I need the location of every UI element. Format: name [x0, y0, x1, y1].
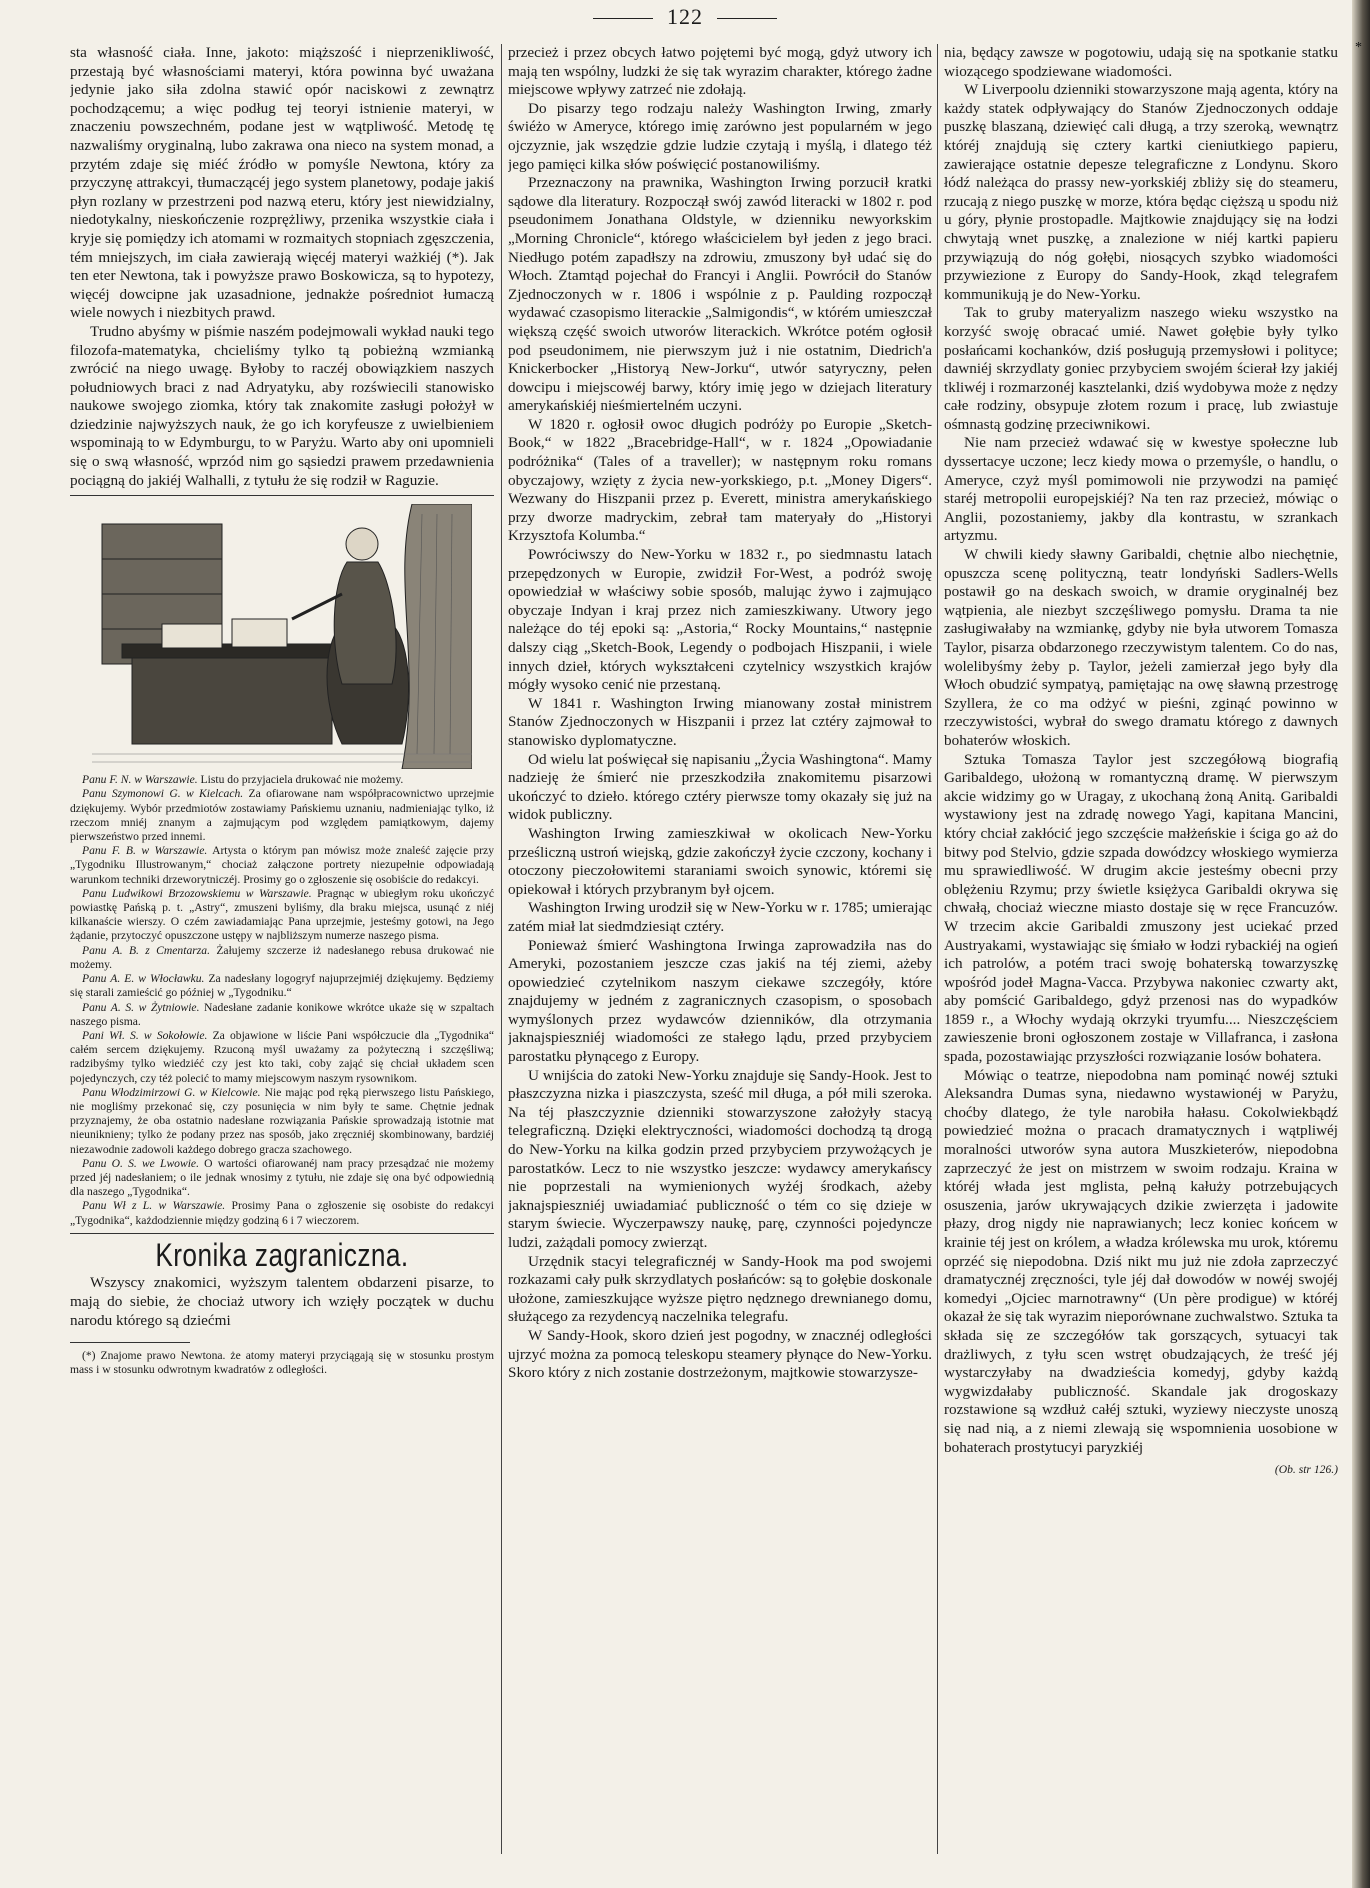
column-divider — [501, 44, 502, 1854]
article-paragraph: nia, będący zawsze w pogotowiu, udają się na spotkanie statku wiozącego spodziewane wiadomości. — [944, 44, 1338, 80]
article-paragraph: Washington Irwing zamieszkiwał w okolicach New-Yorku prześliczną ustroń wiejską, gdzie zakończył życie czczony, kochany i otoczony pieczołowitemi staraniami swoich synowic, któremi się opiekował i których przybranym był ojcem. — [508, 824, 932, 898]
article-paragraph: Powróciwszy do New-Yorku w 1832 r., po siedmnastu latach przepędzonych w Europie, zwidził For-West, a podróż swoję opowiedział w właściwy sobie sposób, malując żywo i zajmująco obyczaje Indyan i kraj przez nich zamieszkiwany. Utwory jego należące do téj epoki są: „Astoria,“ Rocky Mountains,“ następnie dalszy ciąg „Sketch-Book, Legendy o podbojach Hiszpanii, i wiele innych dzieł, których wykształceni czytelnicy wszystkich krajów mógły wysoko cenić nie przestaną. — [508, 546, 932, 694]
article-paragraph: W Liverpoolu dzienniki stowarzyszone mają agenta, który na każdy statek odpływający do Stanów Zjednoczonych oddaje puszkę blaszaną, dziewięć cali długą, a trzy szeroką, wewnątrz któréj znajdują się cztery kartki cieniutkiego papieru, zawierające ostatnie depesze telegraficzne z Londynu. Skoro łódź należąca do prassy new-yorkskiéj zbliży się do steameru, rzucają z niego puszkę w morze, która będąc cięższą u spodu niż u góry, płynie prostopadle. Majtkowie znajdujący się na łodzi chwytają wnet puszkę, a znalezione w niéj kartki papieru przywiązują do nóg gołębi, niosących szybko wiadomości przywiezione z Europy do Sandy-Hook, zkąd telegrafem kommunikują je do New-Yorku. — [944, 81, 1338, 303]
column-divider — [937, 44, 938, 1854]
header-rule-left — [593, 18, 653, 19]
correspondence-addressee: Panu Włodzimirzowi G. w Kielcowie. — [82, 1085, 261, 1099]
correspondence-text: Listu do przyjaciela drukować nie możemy. — [200, 773, 404, 787]
correspondence-item — [70, 972, 494, 1000]
continuation-reference: (Ob. str 126.) — [1274, 1463, 1338, 1477]
correspondence-item — [70, 844, 494, 887]
article-paragraph: Urzędnik stacyi telegraficznéj w Sandy-Hook ma pod swojemi rozkazami cały pułk skrzydlatych posłańców: są to gołębie doskonale ułożone, zamieszkujące wyższe piętro nędznego drewnianego domu, służącego za rezydencyą naczelnika telegrafu. — [508, 1252, 932, 1326]
article-paragraph: Nie nam przecież wdawać się w kwestye społeczne lub dyssertacye uczone; lecz kiedy mowa o przemyśle, o handlu, o Ameryce, czyż myśl pomimowoli nie przywodzi na pamięć staréj metropolii europejskiéj? Na ten raz przecież, mówiąc o Anglii, pozostaniemy, jakby dla kontrastu, w szrankach artyzmu. — [944, 434, 1338, 545]
correspondence-text: Za nadesłany logogryf najuprzejmiéj dziękujemy. Będziemy się starali zamieścić go później w „Tygodniku.“ — [70, 972, 494, 1000]
correspondence-text: Za ofiarowane nam współpracownictwo uprzejmie dziękujemy. Wybór przedmiotów zostawiamy Pańskiemu uznaniu, nadmieniając tylko, iż rzeczom mniéj znanym a zajmującym pod względem pamiątkowym, dajemy pierwszeństwo przed innemi. — [70, 787, 494, 844]
correspondence-addressee: Panu A. B. z Cmentarza. — [82, 943, 210, 957]
article-paragraph: Wszyscy znakomici, wyższym talentem obdarzeni pisarze, to mają do siebie, że chociaż utwory ich wzięły początek w duchu narodu którego są dziećmi — [70, 1274, 494, 1329]
column-1 — [70, 44, 494, 1874]
article-paragraph: Tak to gruby materyalizm naszego wieku wszystko na korzyść swoję obracać umié. Nawet gołębie były tylko posłańcami kochanków, dziś posługują przemysłowi i polityce; dawniéj skrzydlaty goniec przybyciem swojém ścierał łzy jakiéj tkliwéj i rozmarzonéj kasztelanki, dziś wydobywa może z nędzy całe rodziny, obsypuje złotem rozum i pracę, lub zwiastuje ośmnastą godzinę przeciwnikowi. — [944, 304, 1338, 433]
section-divider — [70, 495, 494, 496]
correspondence-text: Za objawione w liście Pani współczucie dla „Tygodnika“ całém sercem dziękujemy. Rzuconą myśl uważamy za pożyteczną i szczęśliwą; radzibyśmy tylko wiedziéć czy jest kto taki, coby zająć się chciał układem scen pojedynczych, czy téż polecić to mamy miejscowym naszym rysownikom. — [70, 1028, 494, 1085]
correspondence-item — [70, 773, 494, 787]
footnote-rule — [70, 1342, 190, 1343]
correspondence-item — [70, 1157, 494, 1200]
correspondence-addressee: Panu F. B. w Warszawie. — [82, 844, 208, 858]
correspondence-addressee: Panu Szymonowi G. w Kielcach. — [82, 787, 244, 801]
article-paragraph: W 1820 r. ogłosił owoc długich podróży po Europie „Sketch-Book,“ w 1822 „Bracebridge-Hall“, w r. 1824 „Opowiadanie podróżnika“ (Tales of a traveller); w następnym roku romans obyczajowy, wzięty z życia new-yorkskiego, p.t. „Money Digers“. Wezwany do Hiszpanii przez p. Everett, ministra amerykańskiego przy dworze madryckim, zebrał tam materyały do „Historyi Krzysztofa Kolumba.“ — [508, 415, 932, 545]
correspondence-text: Artysta o którym pan mówisz może znaleść zajęcie przy „Tygodniku Illustrowanym,“ chociaż załączone portrety niezupełnie odpowiadają warunkom techniki drzeworytniczéj. Prosimy go o zgłoszenie się osobiście do redakcyi. — [70, 844, 494, 886]
article-paragraph: Washington Irwing urodził się w New-Yorku w r. 1785; umierając zatém miał lat siedmdziesiąt cztéry. — [508, 899, 932, 935]
correspondence-text: O wartości ofiarowanéj nam pracy przesądzać nie możemy przed jéj nadesłaniem; o ile jednak wnosimy z tytułu, nie zdaje się ona być odpowiednią dla naszego „Tygodnika“. — [70, 1156, 494, 1199]
article-paragraph: Mówiąc o teatrze, niepodobna nam pominąć nowéj sztuki Aleksandra Dumas syna, niedawno wystawionéj w Paryżu, choćby dlatego, że tyle narobiła hałasu. Cokolwiekbądź powiedzieć można o pracach dramatycznych i wątpliwéj moralności utworów syna autora Muszkieterów, niepodobna zaprzeczyć że jest on mistrzem w swoim rodzaju. Kraina w któréj włada jest mglista, pełną kałuży potrzebujących osuszenia, jarów ukrywających dzikie zwierzęta i jadowite płazy, drog nigdy nie naprawianych; lecz koniec końcem w krainie téj jest on królem, a władza królewska mu urok, któremu oprzéć się niepodobna. Dziś nikt mu już nie zdoła zaprzeczyć dramatycznéj zręczności, tyle jéj dał dowodów w nowéj swojéj komedyi „Ojciec marnotrawny“ (Un père prodigue) w któréj okazał że się tak wyrazim nieporównane zuchwalstwo. Sztuka ta składa się ze szczegółów tak gorszących, sytuacyi tak drażliwych, z tyłu scen wstręt obudzających, że treść jéj wystarczyłaby na dwadzieścia komedyj, gdyby każdą wygwizdałaby publiczność. Skandale jak drogoskazy rozstawione są wzdłuż całéj sztuki, wyziewy nieczyste unoszą się nad nią, a z niemi zlewają się wspomnienia uosobione w bohaterach prostytucyi paryzkiéj — [944, 1066, 1338, 1456]
correspondence-item — [70, 1001, 494, 1029]
article-paragraph: W Sandy-Hook, skoro dzień jest pogodny, w znacznéj odległości ujrzyć można za pomocą teleskopu steamery płynące do New-Yorku. Skoro który z nich zostanie dostrzeżonym, majtkowie stowarzysze- — [508, 1326, 932, 1382]
page-number: 122 — [667, 4, 703, 29]
article-paragraph: Sztuka Tomasza Taylor jest szczegółową biografią Garibaldego, ułożoną w romantyczną dramę. W pierwszym akcie widzimy go w Uragay, z ukochaną żoną Anitą. Garibaldi wystawiony jest na zdradę nowego Yagi, kapitana Mancini, który chciał zakłócić jego szczęście małżeńskie i ściga go aż do bitwy pod Stelvio, gdzie szpada dowódzcy włoskiego wymierza mu sprawiedliwość. W drugim akcie jesteśmy obecni przy oblężeniu Rzymu; przy świetle księżyca Garibaldi okrywa się chwałą, chociaż wieczne miasto dostaje się w ręce Francuzów. W trzecim akcie Garibaldi zmuszony jest uciekać przed Austryakami, wystawiając się śmiało w łodzi rybackiéj na ogień ich patrolów, a potém traci swoję bohaterską towarzyszkę wpośród jodeł Magna-Vacca. Przybywa nakoniec czwarty akt, aby pomścić Garibaldego, gdyż przenosi nas do wypadków 1859 r., a Włochy wydają okrzyki tryumfu.... Nieszczęściem zawieszenie broni ogłoszonem zostaje w Villafranca, i zasłona spada, pozostawiając przyszłości rozwiązanie losów bohatera. — [944, 750, 1338, 1066]
article-paragraph: Od wielu lat poświęcał się napisaniu „Życia Washingtona“. Mamy nadzieję że śmierć nie przeszkodziła znakomitemu pisarzowi ukończyć to dzieło. którego cztéry pierwsze tomy okazały się już na widok publiczny. — [508, 750, 932, 824]
correspondence-item — [70, 787, 494, 844]
correspondence-addressee: Pani Wł. S. w Sokołowie. — [82, 1028, 208, 1042]
correspondence-item — [70, 887, 494, 944]
correspondence-addressee: Panu F. N. w Warszawie. — [82, 773, 198, 787]
article-paragraph: przecież i przez obcych łatwo pojętemi być mogą, gdyż utwory ich mają ten wspólny, ludzki że się tak wyrazim charakter, którego żadne miejscowe wpływy zatrzeć nie zdołają. — [508, 44, 932, 99]
article-paragraph: Ponieważ śmierć Washingtona Irwinga zaprowadziła nas do Ameryki, pozostaniem jeszcze czas jakiś na téj ziemi, ażeby opowiedzieć czytelnikom naszym ciekawe szczegóły, które znajdujemy w jedném z zagranicznych czasopism, o sposobach wymyślonych przez wydawców dzienników, dla otrzymania jaknajspieszniéj wiadomości ze stałego lądu, przed przybyciem parostatku płynącego z Europy. — [508, 936, 932, 1066]
correspondence-addressee: Panu Ludwikowi Brzozowskiemu w Warszawie. — [82, 886, 312, 900]
correspondence-text: Nie mając pod ręką pierwszego listu Pańskiego, nie mogliśmy przekonać się, czy posunięcia w nim były te same. Chętnie jednak przyznajemy, że oba ostatnio nadesłane rozwiązania Pańskie sprowadzają istotnie mat nieuniknieny; tylko że podany przez nas sposób, jako zręczniéj skombinowany, bardziéj niezawodnie zadowoli każdego dobrego gracza szachowego. — [70, 1085, 494, 1156]
section-divider — [70, 1233, 494, 1234]
correspondence-addressee: Panu A. E. w Włocławku. — [82, 972, 205, 986]
column-2 — [508, 44, 932, 1874]
article-paragraph: Przeznaczony na prawnika, Washington Irwing porzucił kratki sądowe dla literatury. Rozpoczął swój zawód literacki w 1802 r. pod pseudonimem Jonathana Oldstyle, w dzienniku newyorkskim „Morning Chronicle“, którego właścicielem był jeden z jego braci. Niedługo potém zapadłszy na zdrowiu, zmuszony był udać się do Włoch. Ztamtąd pojechał do Francyi i Anglii. Powrócił do Stanów Zjednoczonych w r. 1806 i wspólnie z p. Paulding rozpoczął wydawać czasopismo literackie „Salmigondis“, w którém umieszczał większą część swoich utworów literackich. Wkrótce potém ogłosił pod pseudonimem, nie pierwszym już i nie ostatnim, Diedrich'a Knickerbocker „Historyą New-Jorku“, utwór satyryczny, pełen dowcipu i miejscowéj barwy, który imię jego w dziejach literatury amerykańskiéj nieśmiertelném uczyni. — [508, 174, 932, 415]
article-paragraph: W chwili kiedy sławny Garibaldi, chętnie albo niechętnie, opuszcza scenę polityczną, teatr londyński Sadlers-Wells postawił go na deskach swoich, w dramie oryginalnéj bez wątpienia, ale niezbyt szczęśliwego pomysłu. Drama ta nie zasługiwałaby na wzmiankę, gdyby nie była utworem Tomasza Taylor, pisarza obdarzonego rzeczywistym talentem. Co do nas, wolelibyśmy żeby p. Taylor, jeżeli zamierzał jego były dla Włoch obudzić sympatyą, pamiętając na owę sławną przestrogę Szyllera, że co ma odżyć w pieśni, zginąć powinno w rzeczywistości, wybrał do swego dramatu którego z dawnych bohaterów włoskich. — [944, 546, 1338, 749]
article-paragraph: sta własność ciała. Inne, jakoto: miąższość i nieprzenikliwość, przestają być własnościami materyi, która powinna być uważana jedynie jako siła zdolna stawić opór naciskowi z zewnątrz pochodzącemu; a więc podług tej teoryi istnienie materyi, w znaczeniu powszechném, podane jest w wątpliwość. Metodę tę nazwaliśmy oryginalną, lubo zakrawa ona nieco na system monad, a przytém zdaje się miéć źródło w pomyśle Newtona, który za przyczynę attrakcyi, tłumaczącéj jego system planetowy, podaje jakiś płyn rozlany w przestrzeni pod nazwą eteru, który jest niewidzialny, niedotykalny, nieskończenie rozprężliwy, przenika wszystkie ciała i kryje się pomiędzy ich atomami w rozmaitych stopniach zgęszczenia, tém mniejszych, im ciała zawierają więcéj materyi ważkiéj (*). Jak ten eter Newtona, tak i powyższe prawo Boskowicza, są to hypotezy, więcéj dowcipne jak uzasadnione, jednakże pośredniot łumaczą wiele nowych i niezbitych prawd. — [70, 44, 494, 322]
page-header — [0, 4, 1370, 30]
correspondence-text: Nadesłane zadanie konikowe wkrótce ukaże się w szpaltach naszego pisma. — [70, 1000, 494, 1028]
article-paragraph: U wnijścia do zatoki New-Yorku znajduje się Sandy-Hook. Jest to płaszczyzna nizka i piaszczysta, sześć mil długa, a pół mili szeroka. Na téj płaszczyznie dzienniki stowarzyszone założyły stacyą telegraficzną. Dzięki elektryczności, wiadomości dochodzą tą drogą do New-Yorku na kilka godzin przed przybyciem przywożących je parostatków. Lecz to nie wszystko jeszcze: wydawcy amerykańscy nie poprzestali na wymienionych wyżéj środkach, ażeby jaknajspieszniéj uwiadamiać publiczność o tém co się dzieje w starym świecie. Wyczerpawszy naukę, parę, czynności pojedyncze ludzi, zażądali pomocy zwierząt. — [508, 1066, 932, 1251]
correspondence-addressee: Panu Wł z L. w Warszawie. — [82, 1199, 226, 1213]
correspondence-text: Prosimy Pana o zgłoszenie się osobiste do redakcyi „Tygodnika“, każdodziennie między godziną 6 i 7 wieczorem. — [70, 1199, 494, 1227]
correspondence-item — [70, 1199, 494, 1227]
article-paragraph: W 1841 r. Washington Irwing mianowany został ministrem Stanów Zjednoczonych w Hiszpanii i przez lat cztéry zajmował to stanowisko dyplomatyczne. — [508, 694, 932, 749]
correspondence-text: Pragnąc w ubiegłym roku ukończyć powiastkę Pańską p. t. „Astry“, zmuszeni byliśmy, dla braku miejsca, usunąć z niéj kilkanaście wierszy. O czém zawiadamiając Pana uprzejmie, jesteśmy gotowi, na Jego żądanie, przytoczyć opuszczone ustępy w najbliższym numerze naszego pisma. — [70, 886, 494, 943]
footnote: (*) Znajome prawo Newtona. że atomy materyi przyciągają się w stosunku prostym mass i w stosunku odwrotnym kwadratów z odległości. — [70, 1349, 494, 1377]
column-3 — [944, 44, 1338, 1866]
page-edge-shadow — [1352, 0, 1370, 1888]
section-headline: Kronika zagraniczna. — [155, 1236, 409, 1273]
header-rule-right — [717, 18, 777, 19]
article-paragraph: Trudno abyśmy w piśmie naszém podejmowali wykład nauki tego filozofa-matematyka, chcieliśmy tylko tą pobieżną wzmianką zwrócić na niego uwagę. Byłoby to raczéj obowiązkiem naszych południowych braci z nad Adryatyku, aby rozświecili stanowisko naukowe swojego ziomka, który tak znakomite zasługi położył w dziedzinie najwyższych nauk, że go ich koryfeusze z uwielbieniem wspominają to w Edymburgu, to w Paryżu. Warto aby oni upomnieli się o swą własność, wprzód nim go sąsiedzi prawem przedawnienia pociągną do jakiéj Walhalli, z tytułu że się rodził w Raguzie. — [70, 322, 494, 489]
correspondence-text: Żałujemy szczerze iż nadesłanego rebusa drukować nie możemy. — [70, 943, 494, 971]
correspondence-item — [70, 1029, 494, 1086]
correspondence-addressee: Panu O. S. we Lwowie. — [82, 1156, 199, 1170]
correspondence-item — [70, 944, 494, 972]
correspondence-addressee: Panu A. S. w Żytniowie. — [82, 1000, 200, 1014]
engraving-illustration — [92, 504, 472, 769]
margin-mark: * — [1355, 40, 1362, 55]
article-paragraph: Do pisarzy tego rodzaju należy Washington Irwing, zmarły świéżo w Ameryce, którego imię zarówno jest popularném w jego ojczyznie, jak wszędzie gdzie ludzie czytają i myślą, i dlatego téż jego pamięci kilka słów poświęcić postanowiliśmy. — [508, 99, 932, 173]
correspondence-list — [70, 773, 494, 1228]
correspondence-item — [70, 1086, 494, 1157]
